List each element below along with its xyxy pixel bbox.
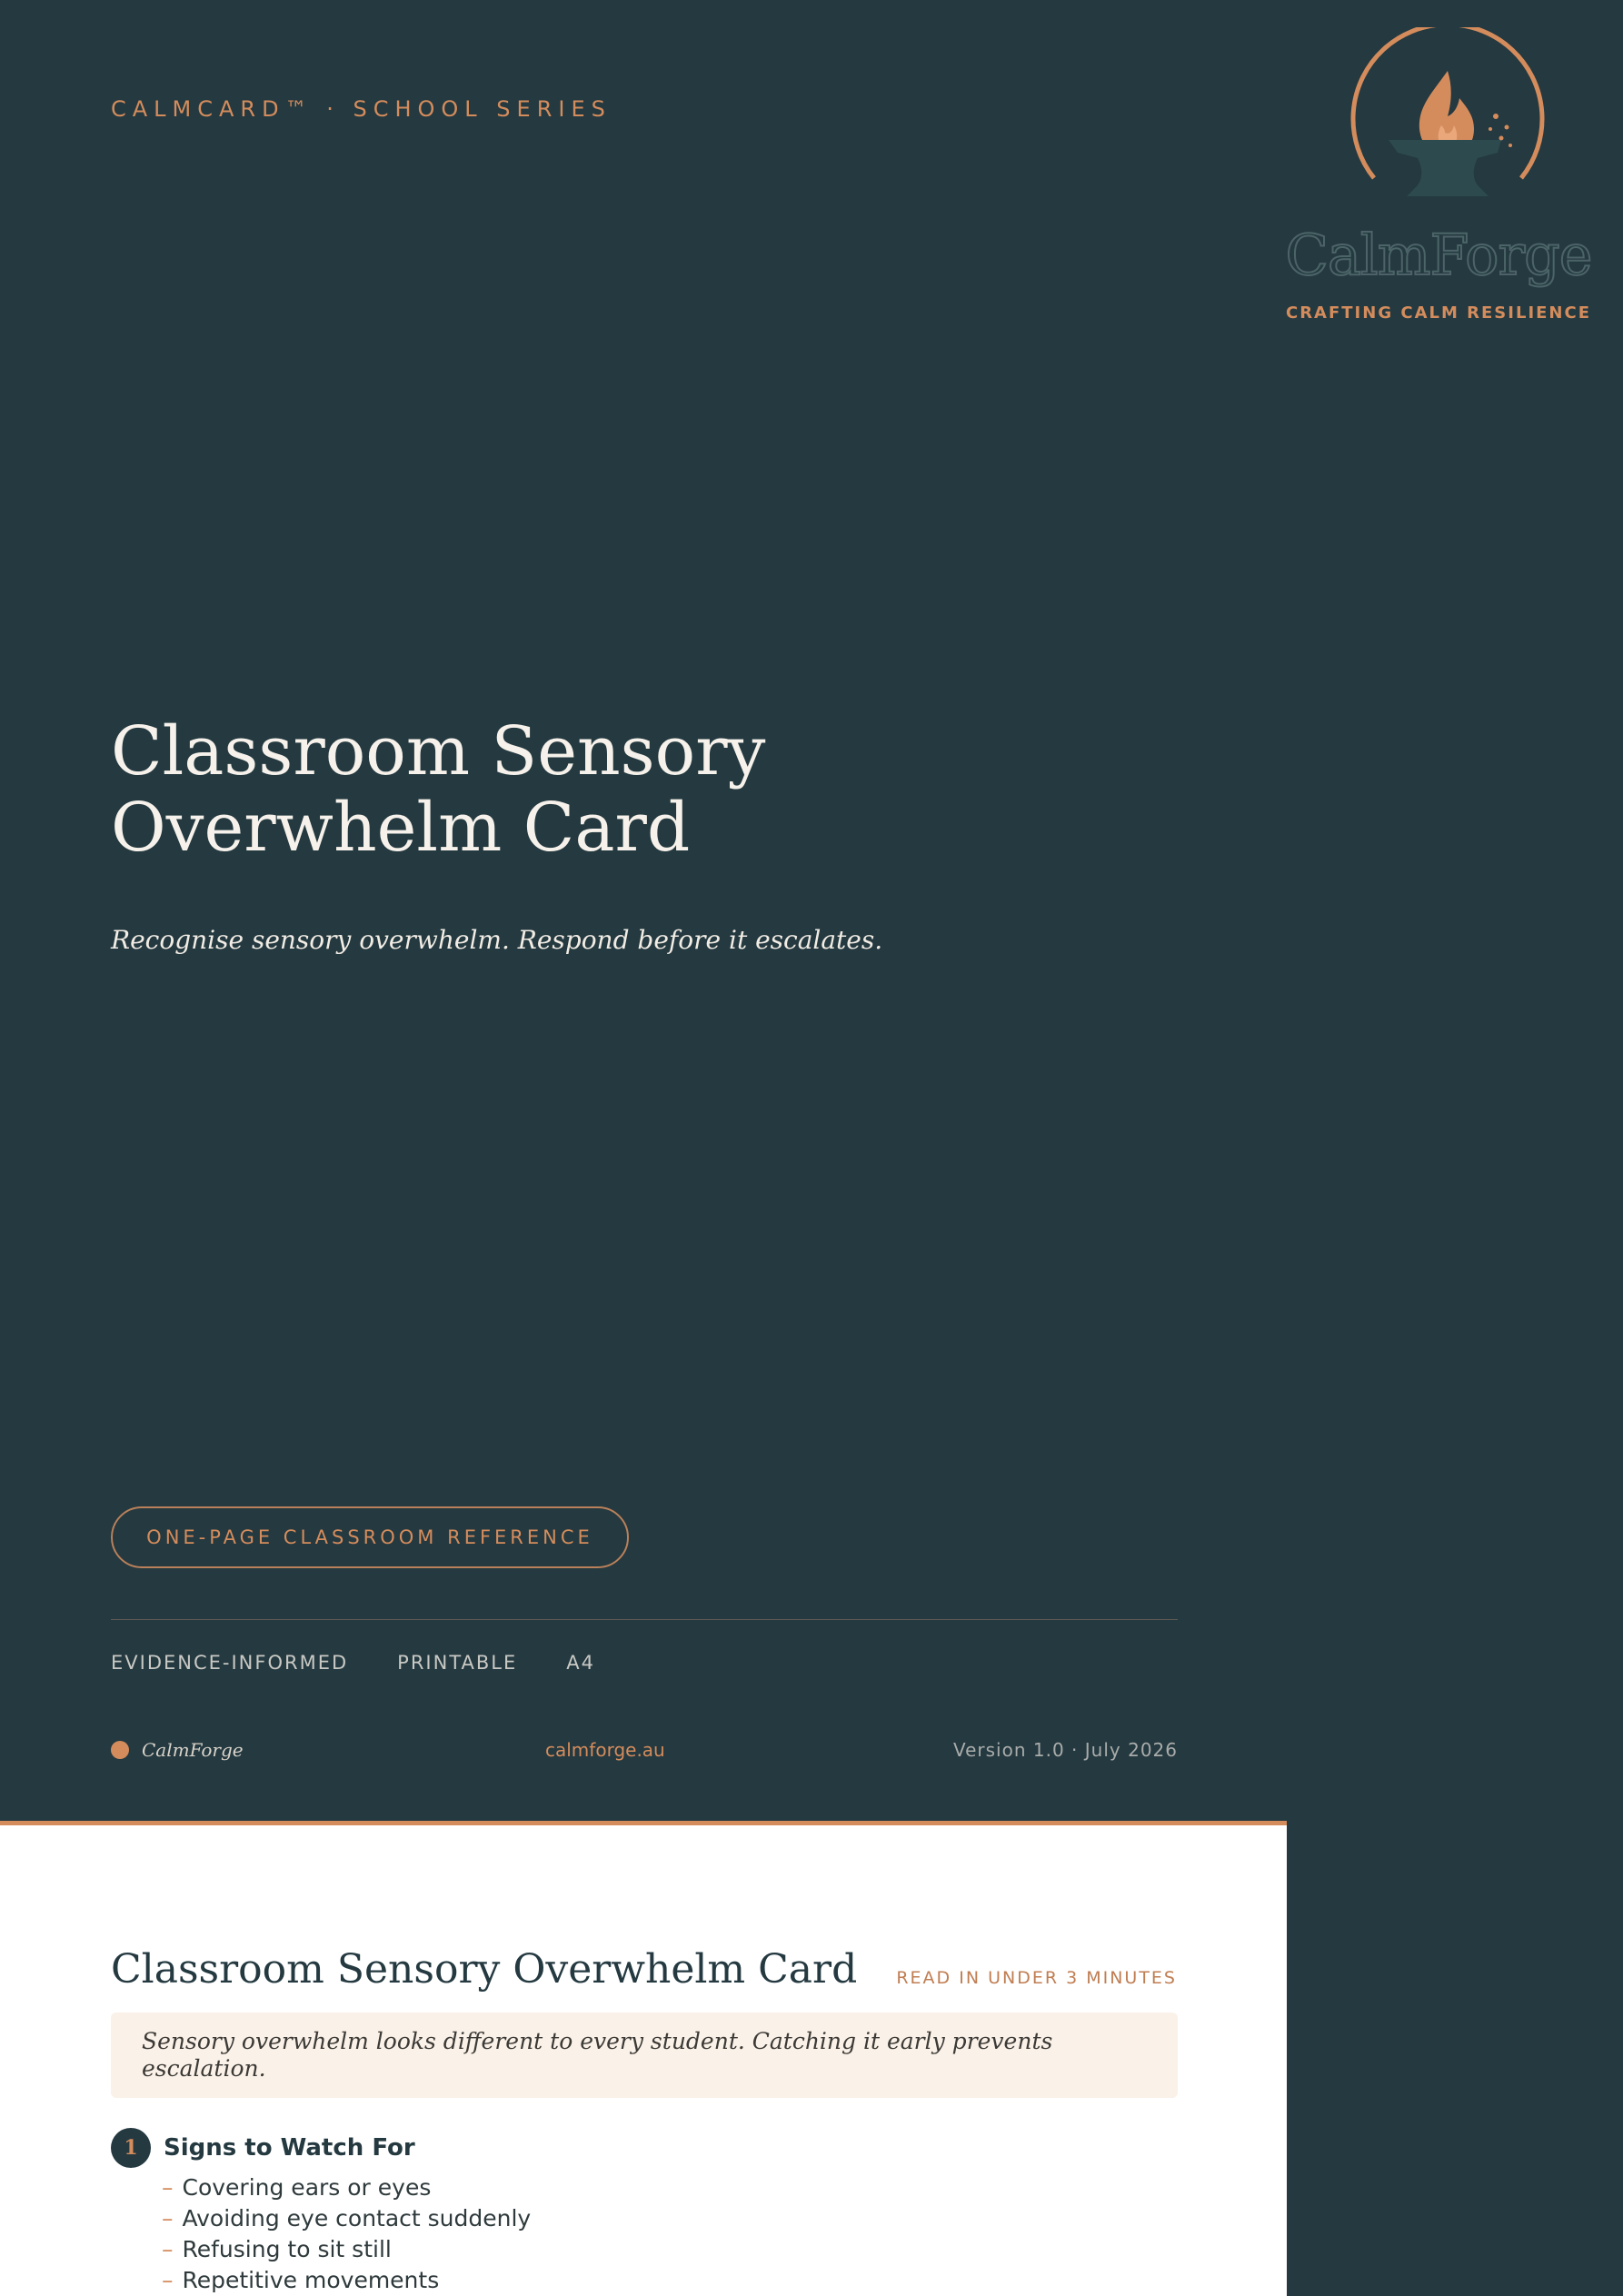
footer-brand [111,1739,244,1761]
version-label: Version 1.0 · July 2026 [952,1739,1178,1761]
list-item [162,2172,531,2203]
divider [111,1619,1178,1620]
brand-dot-icon [111,1741,129,1759]
logo-tagline: CRAFTING CALM RESILIENCE [1285,303,1592,323]
card-page [0,1825,1287,2296]
reference-pill: ONE-PAGE CLASSROOM REFERENCE [111,1506,629,1568]
list-item-text: Covering ears or eyes [182,2174,432,2201]
list-item-text: Avoiding eye contact suddenly [182,2205,532,2231]
list-item-text: Refusing to sit still [182,2236,392,2262]
tag-list [111,1652,595,1674]
section-title: Signs to Watch For [164,2134,415,2162]
cover-subtitle: Recognise sensory overwhelm. Respond before it escalates. [111,925,883,955]
tag-evidence-informed: EVIDENCE-INFORMED [111,1652,349,1674]
cover-title [111,713,1110,866]
cover-title-line-1: Classroom Sensory [111,712,766,790]
list-item-text: Repetitive movements [182,2267,440,2293]
tag-a4: A4 [566,1652,595,1674]
footer-brand-name: CalmForge [142,1739,244,1761]
section-heading [111,2128,415,2168]
page-title: Classroom Sensory Overwhelm Card [111,1946,858,1993]
website-link[interactable]: calmforge.au [545,1739,665,1761]
dash-icon: – [162,2267,174,2293]
flame-anvil-icon [1272,27,1605,336]
dash-icon: – [162,2205,174,2231]
read-time-label: READ IN UNDER 3 MINUTES [896,1968,1177,1988]
list-item [162,2203,531,2234]
intro-callout: Sensory overwhelm looks different to every student. Catching it early prevents escalation. [111,2013,1178,2098]
section-number-badge: 1 [111,2128,151,2168]
cover-footer [111,1736,1178,1764]
dash-icon: – [162,2236,174,2262]
list-item [162,2265,531,2296]
logo-wordmark: CalmForge [1285,222,1592,288]
cover-title-line-2: Overwhelm Card [111,789,691,867]
dash-icon: – [162,2174,174,2201]
calmforge-logo [1272,27,1605,336]
tag-printable: PRINTABLE [397,1652,518,1674]
list-item [162,2234,531,2265]
signs-list [162,2172,531,2296]
series-label: CALMCARD™ · SCHOOL SERIES [111,96,612,122]
